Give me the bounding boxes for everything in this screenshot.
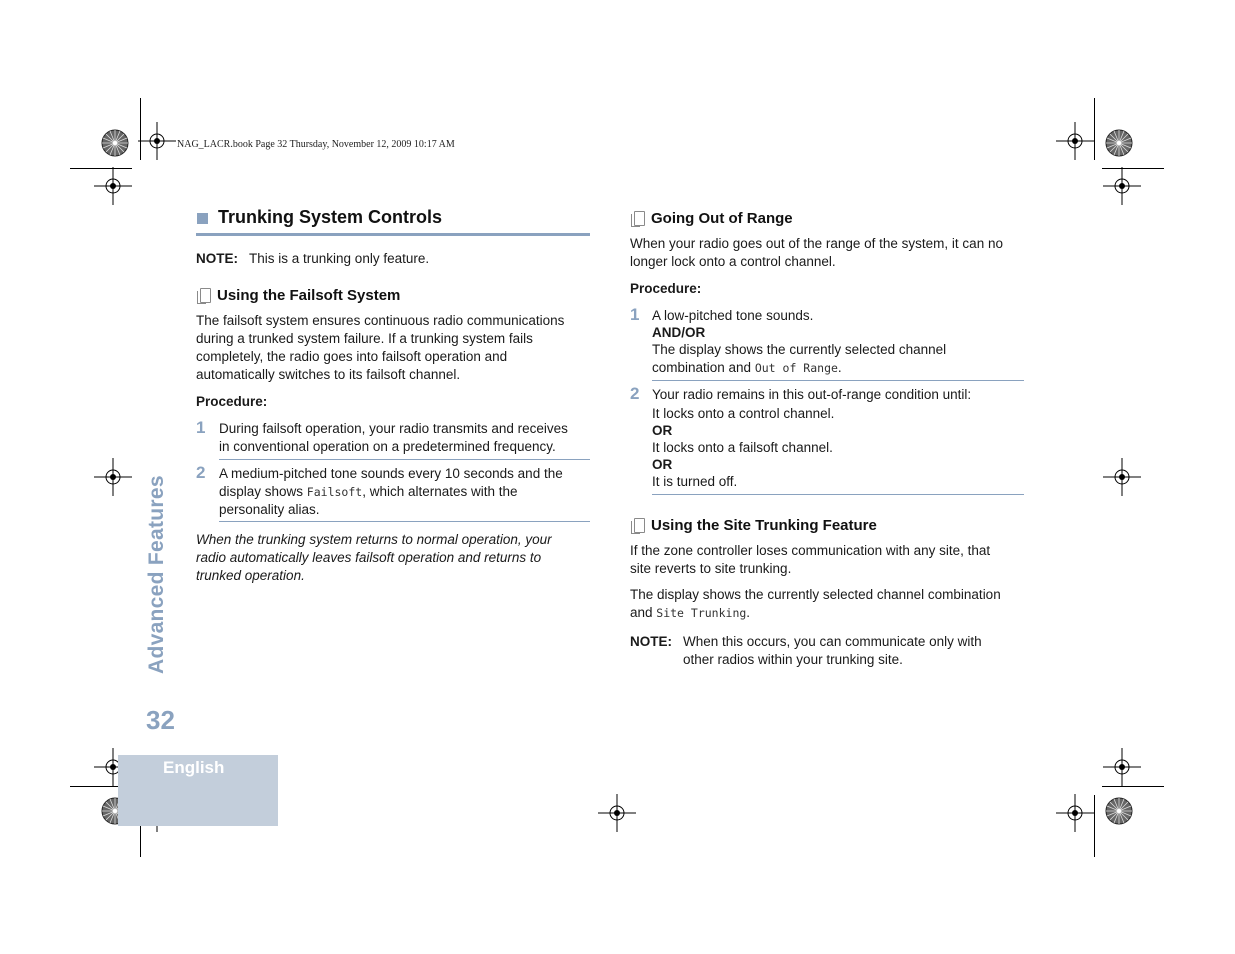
- step-line: in conventional operation on a predetermined frequency.: [219, 439, 556, 454]
- star-target-icon: [1106, 798, 1132, 824]
- step-divider: [219, 459, 590, 460]
- title-underline: [196, 233, 590, 236]
- step-line: [219, 483, 563, 501]
- out-of-range-heading: Going Out of Range: [651, 210, 793, 227]
- note-text: [683, 633, 982, 668]
- crosshair-icon: [94, 458, 132, 496]
- section-title-vertical: Advanced Features: [145, 475, 168, 674]
- crosshair-icon: [1103, 458, 1141, 496]
- star-target-icon: [102, 130, 128, 156]
- body-line: [630, 604, 1001, 622]
- body-text-fragment: and: [630, 605, 657, 620]
- step-text-fragment: display shows: [219, 484, 307, 499]
- closing-line: trunked operation.: [196, 568, 305, 583]
- display-text-site-trunking: Site Trunking: [656, 606, 747, 620]
- step-line: A low-pitched tone sounds.: [652, 308, 814, 323]
- step-text-fragment: combination and: [652, 359, 755, 375]
- body-line: The display shows the currently selected channel combination: [630, 587, 1001, 602]
- crosshair-icon: [1056, 794, 1094, 832]
- failsoft-closing: [196, 531, 552, 585]
- procedure-label: Procedure:: [630, 281, 702, 296]
- step-number: 2: [196, 463, 206, 482]
- display-text-out-of-range: Out of Range: [754, 360, 838, 375]
- step-line: The display shows the currently selected channel: [652, 342, 947, 358]
- body-line: longer lock onto a control channel.: [630, 254, 836, 269]
- step-number: 2: [630, 384, 640, 403]
- crosshair-icon: [1103, 167, 1141, 205]
- step-number: 1: [196, 418, 206, 437]
- note-line: other radios within your trunking site.: [683, 651, 903, 667]
- crosshair-icon: [1103, 748, 1141, 786]
- step-text: [219, 420, 568, 456]
- book-file-info: NAG_LACR.book Page 32 Thursday, November 12, 2009 10:17 AM: [177, 139, 455, 150]
- crosshair-icon: [138, 122, 176, 160]
- out-of-range-body: [630, 235, 1003, 271]
- body-line: If the zone controller loses communication with any site, that: [630, 543, 991, 558]
- body-line: during a trunked system failure. If a trunking system fails: [196, 331, 533, 346]
- note-text: This is a trunking only feature.: [249, 251, 430, 266]
- subsection-page-icon: [634, 211, 645, 226]
- condition-option: It locks onto a failsoft channel.: [652, 440, 833, 455]
- display-text-failsoft: Failsoft: [306, 485, 363, 499]
- step-line: personality alias.: [219, 502, 320, 517]
- body-line: automatically switches to its failsoft channel.: [196, 367, 461, 382]
- condition-option: It locks onto a control channel.: [652, 406, 835, 421]
- crosshair-icon: [598, 794, 636, 832]
- closing-line: When the trunking system returns to normal operation, your: [196, 532, 552, 547]
- step-text-fragment: , which alternates with the: [362, 484, 518, 499]
- site-trunking-heading: Using the Site Trunking Feature: [651, 517, 877, 534]
- step-text: [652, 307, 946, 377]
- procedure-label: Procedure:: [196, 394, 268, 409]
- star-target-icon: [1106, 130, 1132, 156]
- site-trunking-display: [630, 586, 1001, 622]
- step-text-fragment: .: [837, 359, 842, 375]
- and-or-label: AND/OR: [652, 325, 706, 341]
- or-label: OR: [652, 457, 673, 472]
- note-label: NOTE:: [196, 251, 238, 266]
- or-label: OR: [652, 423, 673, 438]
- failsoft-body: [196, 312, 564, 384]
- condition-option: It is turned off.: [652, 474, 738, 489]
- step-text: [219, 465, 563, 519]
- page-title: Trunking System Controls: [218, 207, 443, 227]
- heading-square-icon: [197, 213, 208, 224]
- step-divider: [219, 521, 590, 522]
- step-line: Your radio remains in this out-of-range condition until:: [652, 387, 972, 402]
- subsection-page-icon: [200, 288, 211, 303]
- step-line: A medium-pitched tone sounds every 10 seconds and the: [219, 466, 563, 481]
- body-line: completely, the radio goes into failsoft operation and: [196, 349, 508, 364]
- step-number: 1: [630, 305, 640, 324]
- failsoft-heading: Using the Failsoft System: [217, 287, 401, 304]
- step-text: [652, 386, 971, 490]
- step-divider: [652, 494, 1024, 495]
- body-text-fragment: .: [746, 605, 751, 620]
- body-line: When your radio goes out of the range of the system, it can no: [630, 236, 1003, 251]
- language-label: English: [163, 758, 225, 777]
- subsection-page-icon: [634, 518, 645, 533]
- site-trunking-body: [630, 542, 990, 578]
- step-line: During failsoft operation, your radio transmits and receives: [219, 421, 568, 436]
- step-line: [652, 359, 946, 377]
- body-line: site reverts to site trunking.: [630, 561, 792, 576]
- body-line: The failsoft system ensures continuous radio communications: [196, 313, 565, 328]
- crosshair-icon: [1056, 122, 1094, 160]
- crosshair-icon: [94, 167, 132, 205]
- closing-line: radio automatically leaves failsoft operation and returns to: [196, 550, 542, 565]
- page-number: 32: [146, 705, 175, 735]
- note-label: NOTE:: [630, 634, 672, 649]
- step-divider: [652, 380, 1024, 381]
- note: [196, 250, 429, 268]
- note-line: When this occurs, you can communicate only with: [683, 634, 982, 649]
